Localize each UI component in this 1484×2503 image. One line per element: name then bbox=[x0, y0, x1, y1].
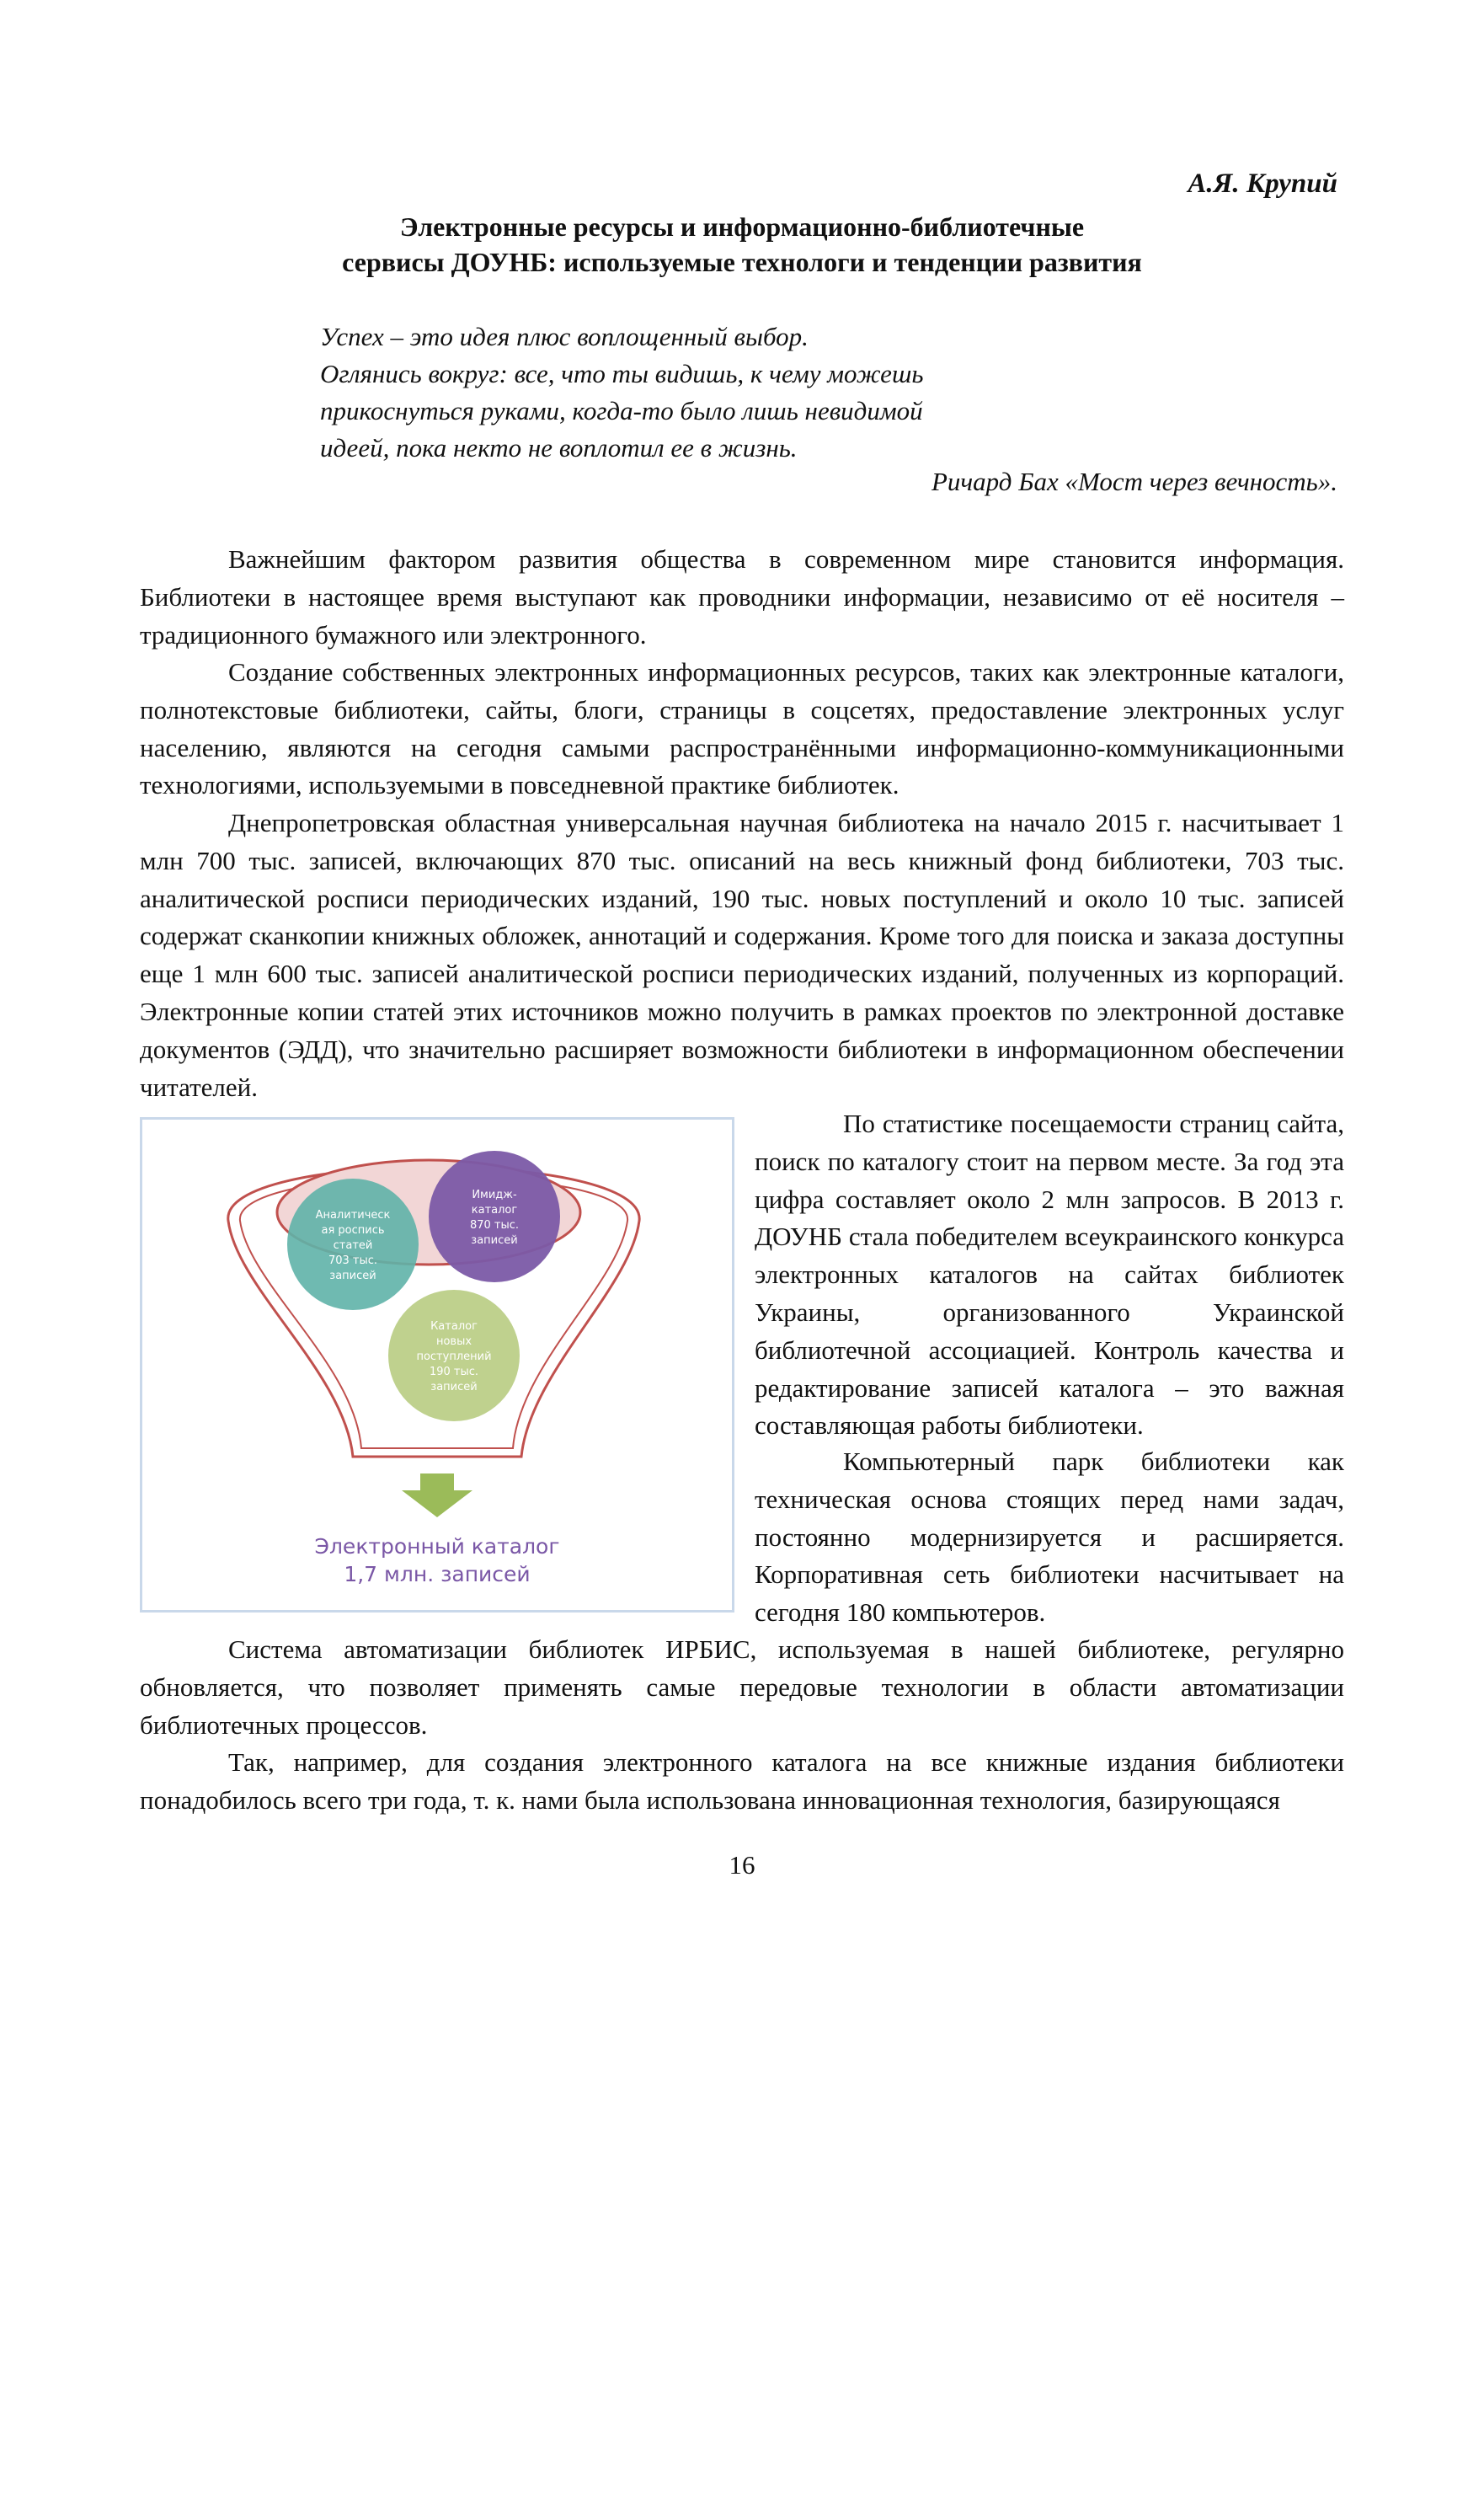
paragraph-2: Создание собственных электронных информационных ресурсов, таких как электронные каталоги, полнотекстовые библиотеки, сайты, блоги, страницы в соцсетях, предоставление электронных услуг населению, являются на сегодня самыми распространёнными информационно-коммуникационными технологиями, используемыми в повседневной практике библиотек. bbox=[140, 657, 1344, 800]
circle-label-line: записей bbox=[430, 1381, 478, 1393]
article-title-line2: сервисы ДОУНБ: используемые технологи и тенденции развития bbox=[342, 247, 1142, 277]
circle-label-line: Аналитическ bbox=[315, 1209, 391, 1222]
circle-label-line: новых bbox=[435, 1335, 472, 1348]
electronic-catalog-diagram bbox=[140, 1117, 734, 1613]
circle-label-line: ая роспись bbox=[321, 1224, 385, 1237]
down-arrow-icon bbox=[402, 1473, 472, 1517]
circle-label-line: Имидж- bbox=[472, 1189, 517, 1201]
diagram-caption-line2: 1,7 млн. записей bbox=[344, 1562, 531, 1586]
epigraph-line: Успех – это идея плюс воплощенный выбор. bbox=[320, 322, 809, 351]
circle-label-line: Каталог bbox=[430, 1320, 478, 1333]
paragraph-7: Так, например, для создания электронного каталога на все книжные издания библиотеки понадобилось всего три года, т. к. нами была использована инновационная технология, базирующаяся bbox=[140, 1747, 1344, 1815]
circle-label-line: 190 тыс. bbox=[429, 1366, 479, 1378]
circle-image-catalog bbox=[429, 1151, 560, 1282]
epigraph-line: прикоснуться руками, когда-то было лишь невидимой bbox=[320, 396, 923, 425]
diagram-caption-line1: Электронный каталог bbox=[314, 1534, 560, 1559]
paragraph-3: Днепропетровская областная универсальная научная библиотека на начало 2015 г. насчитывает 1 млн 700 тыс. записей, включающих 870 тыс. описаний на весь книжный фонд библиотеки, 703 тыс. аналитической росписи периодических изданий, 190 тыс. новых поступлений и около 10 тыс. записей содержат сканкопии книжных обложек, аннотаций и содержания. Кроме того для поиска и заказа доступны еще 1 млн 600 тыс. записей аналитической росписи периодических изданий, полученных из корпораций. Электронные копии статей этих источников можно получить в рамках проектов по электронной доставке документов (ЭДД), что значительно расширяет возможности библиотеки в информационном обеспечении читателей. bbox=[140, 808, 1344, 1102]
article-title-line1: Электронные ресурсы и информационно-библиотечные bbox=[399, 211, 1085, 242]
paragraph-6: Система автоматизации библиотек ИРБИС, используемая в нашей библиотеке, регулярно обновляется, что позволяет применять самые передовые технологии в области автоматизации библиотечных процессов. bbox=[140, 1634, 1344, 1740]
circle-label-line: 870 тыс. bbox=[469, 1219, 520, 1232]
epigraph-line: идеей, пока некто не воплотил ее в жизнь. bbox=[320, 433, 798, 463]
circle-label-line: записей bbox=[329, 1270, 376, 1282]
circle-label-line: поступлений bbox=[416, 1350, 492, 1363]
paragraph-1: Важнейшим фактором развития общества в современном мире становится информация. Библиотеки в настоящее время выступают как проводники информации, независимо от её носителя – традиционного бумажного или электронного. bbox=[140, 544, 1344, 650]
circle-label-line: статей bbox=[333, 1239, 373, 1252]
circle-label-line: каталог bbox=[471, 1204, 518, 1217]
epigraph-source: Ричард Бах «Мост через вечность». bbox=[931, 467, 1337, 496]
funnel-diagram bbox=[142, 1120, 732, 1610]
circle-label-line: записей bbox=[471, 1234, 518, 1247]
page-number: 16 bbox=[729, 1850, 755, 1880]
circle-label-line: 703 тыс. bbox=[328, 1254, 378, 1267]
paragraph-5: Компьютерный парк библиотеки как техническая основа стоящих перед нами задач, постоянно модернизируется и расширяется. Корпоративная сеть библиотеки насчитывает на сегодня 180 компьютеров. bbox=[755, 1447, 1344, 1628]
author-name: А.Я. Крупий bbox=[1188, 168, 1337, 199]
epigraph-line: Оглянись вокруг: все, что ты видишь, к чему можешь bbox=[320, 359, 924, 388]
paragraph-4: По статистике посещаемости страниц сайта, поиск по каталогу стоит на первом месте. За год эта цифра составляет около 2 млн запросов. В 2013 г. ДОУНБ стала победителем всеукраинского конкурса электронных каталогов на сайтах библиотек Украины, организованного Украинской библиотечной ассоциацией. Контроль качества и редактирование записей каталога – это важная составляющая работы библиотеки. bbox=[755, 1109, 1344, 1441]
